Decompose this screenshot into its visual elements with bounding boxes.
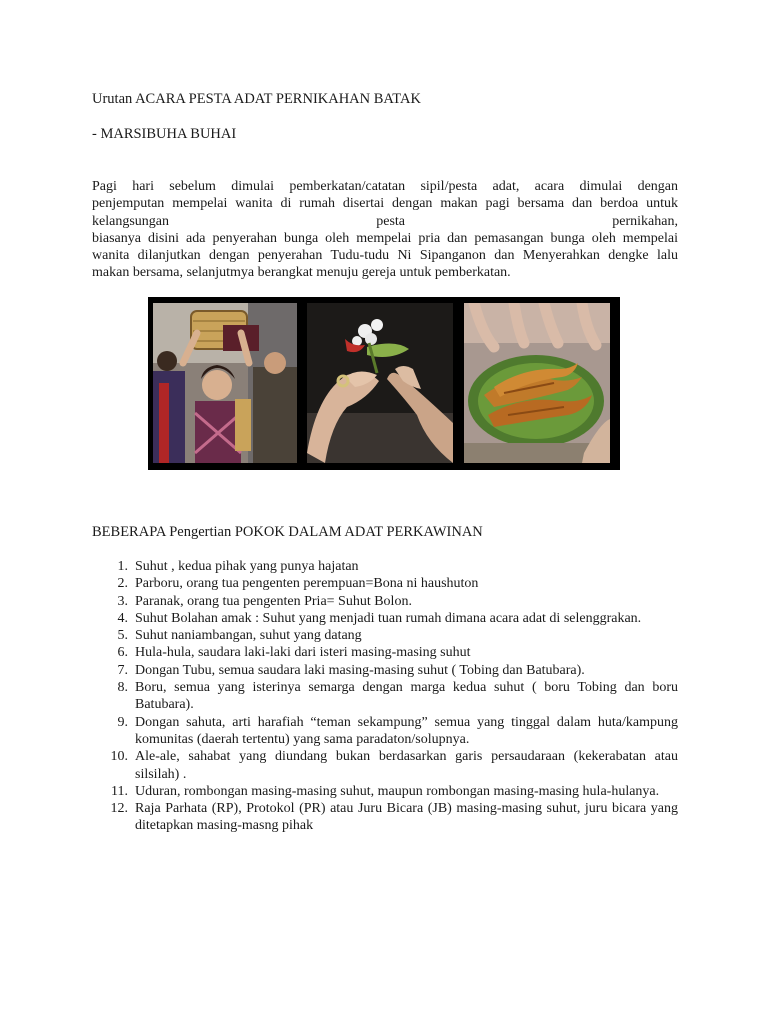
photo-strip <box>148 297 620 470</box>
list-item-text: Suhut naniambangan, suhut yang datang <box>135 628 362 644</box>
list-item <box>92 610 678 627</box>
list-item-text: Paranak, orang tua pengenten Pria= Suhut Bolon. <box>135 593 412 609</box>
list-item <box>92 714 678 749</box>
paragraph-line: penjemputan mempelai wanita di rumah disertai dengan makan pagi bersama dan berdoa untuk <box>92 196 678 212</box>
list-item-number: 8. <box>117 680 128 696</box>
list-item-text: Dongan sahuta, arti harafiah “teman sekampung” semua yang tinggal dalam huta/kampung komunitas (daerah tertentu) yang sama paradaton/solupnya. <box>135 714 678 747</box>
paragraph-line: wanita dilanjutkan dengan penyerahan Tudu-tudu Ni Sipanganon dan Menyerahkan dengke lalu <box>92 248 678 264</box>
list-item-number: 5. <box>117 628 128 644</box>
photo-basket-ceremony <box>153 303 297 463</box>
list-item-number: 6. <box>117 645 128 661</box>
list-item-number: 11. <box>111 783 128 799</box>
list-item <box>92 800 678 835</box>
list-item-number: 4. <box>117 610 128 626</box>
list-item-text: Suhut , kedua pihak yang punya hajatan <box>135 559 359 574</box>
list-item <box>92 575 678 592</box>
list-item-number: 2. <box>117 576 128 592</box>
list-item <box>92 627 678 644</box>
list-item-number: 1. <box>117 559 128 574</box>
list-item-text: Boru, semua yang isterinya semarga dengan marga kedua suhut ( boru Tobing dan boru Batubara). <box>135 680 678 713</box>
list-item <box>92 679 678 714</box>
paragraph-line: kelangsungan pesta pernikahan, <box>92 213 678 229</box>
definitions-list <box>92 558 678 835</box>
list-item-number: 3. <box>117 593 128 609</box>
list-item-text: Uduran, rombongan masing-masing suhut, maupun rombongan masing-masing hula-hulanya. <box>135 783 660 799</box>
list-item-number: 9. <box>117 714 128 730</box>
list-item-number: 7. <box>117 662 128 678</box>
list-item <box>92 662 678 679</box>
list-item <box>92 593 678 610</box>
list-item-text: Dongan Tubu, semua saudara laki masing-masing suhut ( Tobing dan Batubara). <box>135 662 585 678</box>
paragraph-line: biasanya disini ada penyerahan bunga oleh mempelai pria dan pemasangan bunga oleh mempelai <box>92 230 678 246</box>
list-item <box>92 644 678 661</box>
list-item-number: 12. <box>110 801 128 817</box>
list-item <box>92 558 678 575</box>
list-item-text: Hula-hula, saudara laki-laki dari isteri masing-masing suhut <box>135 645 471 661</box>
list-item-text: Suhut Bolahan amak : Suhut yang menjadi tuan rumah dimana acara adat di selenggrakan. <box>135 610 642 626</box>
section-heading: BEBERAPA Pengertian POKOK DALAM ADAT PERKAWINAN <box>92 524 483 540</box>
section-subtitle: - MARSIBUHA BUHAI <box>92 126 237 142</box>
list-item-number: 10. <box>110 749 128 765</box>
list-item <box>92 748 678 783</box>
photo-fish-dish <box>464 303 610 463</box>
document-title: Urutan ACARA PESTA ADAT PERNIKAHAN BATAK <box>92 91 421 107</box>
paragraph-line: Pagi hari sebelum dimulai pemberkatan/catatan sipil/pesta adat, acara dimulai dengan <box>92 179 678 194</box>
photo-flower-hands <box>307 303 453 463</box>
intro-paragraph <box>92 178 678 282</box>
paragraph-line: makan bersama, selanjutmya berangkat menuju gereja untuk pemberkatan. <box>92 265 511 281</box>
list-item-text: Ale-ale, sahabat yang diundang bukan berdasarkan garis persaudaraan (kekerabatan atau silsilah) . <box>135 749 678 782</box>
list-item <box>92 783 678 800</box>
list-item-text: Raja Parhata (RP), Protokol (PR) atau Juru Bicara (JB) masing-masing suhut, juru bicara yang ditetapkan masing-masng pihak <box>135 801 678 834</box>
list-item-text: Parboru, orang tua pengenten perempuan=Bona ni haushuton <box>135 576 479 592</box>
